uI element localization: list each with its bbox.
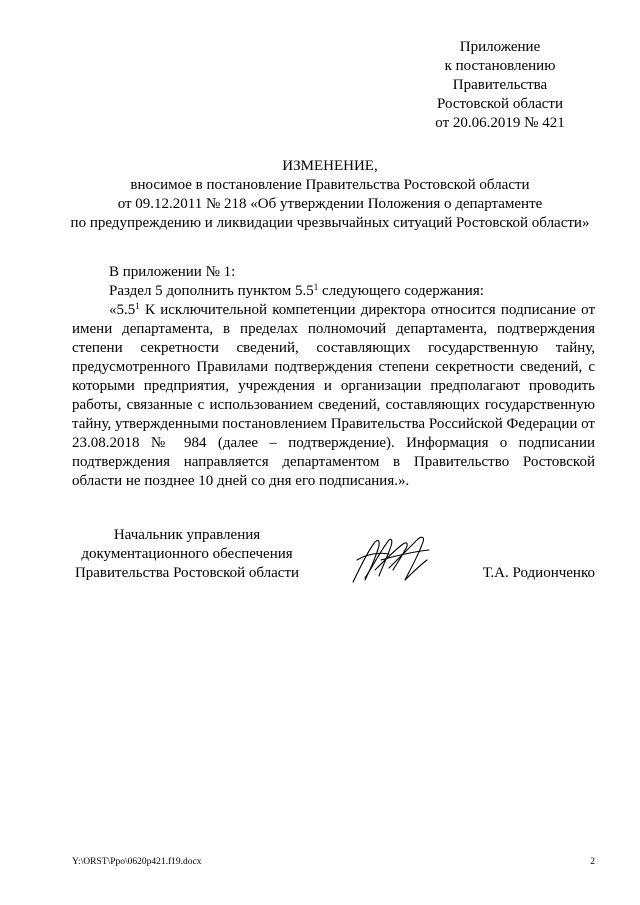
handwritten-signature [345, 530, 440, 590]
position-line: Начальник управления [113, 527, 261, 543]
body-instruction [72, 282, 595, 301]
file-path: Y:\ORST\Ppo\0620p421.f19.docx [72, 857, 202, 867]
quoted-clause [72, 301, 595, 491]
clause-text: К исключительной компетенции директора относится подписание от имени департамента, в пределах полномочий департамента, подтверждения степени секретности сведений, составляющих государственную тайну, предусмотренного Правилами подтверждения степени секретности сведений, с которыми предприятия, учреждения и организации предполагают проводить работы, связанные с использованием сведений, составляющих государственную тайну, утвержденными постановлением Правительства Российской Федерации от 23.08.2018 № 984 (далее – подтверждение). Информация о подписании подтверждения направляется департаментом в Правительство Ростовской области не позднее 10 дней со дня его подписания.». [72, 302, 595, 489]
appendix-line: Ростовской области [437, 96, 563, 112]
heading-line: от 09.12.2011 № 218 «Об утверждении Положения о департаменте [117, 196, 543, 212]
appendix-line: Приложение [459, 39, 541, 55]
document-body [72, 263, 595, 491]
superscript: 1 [135, 301, 140, 311]
appendix-line: к постановлению [444, 58, 556, 74]
appendix-line: от 20.06.2019 № 421 [435, 115, 565, 131]
document-title: ИЗМЕНЕНИЕ, [282, 158, 378, 174]
document-heading [40, 157, 620, 233]
heading-line: вносимое в постановление Правительства Ростовской области [130, 177, 530, 193]
instruction-text: следующего содержания: [318, 283, 484, 299]
clause-number: «5.5 [109, 302, 136, 318]
signatory-position [72, 526, 302, 583]
instruction-text: Раздел 5 дополнить пунктом 5.5 [109, 283, 314, 299]
heading-line: по предупреждению и ликвидации чрезвычайных ситуаций Ростовской области» [70, 215, 590, 231]
body-intro: В приложении № 1: [109, 264, 236, 280]
position-line: документационного обеспечения [81, 546, 293, 562]
appendix-header [410, 38, 590, 133]
signer-name: Т.А. Родионченко [482, 565, 595, 581]
position-line: Правительства Ростовской области [74, 565, 300, 581]
appendix-line: Правительства [452, 77, 548, 93]
page-number: 2 [590, 857, 595, 867]
superscript: 1 [313, 282, 319, 292]
